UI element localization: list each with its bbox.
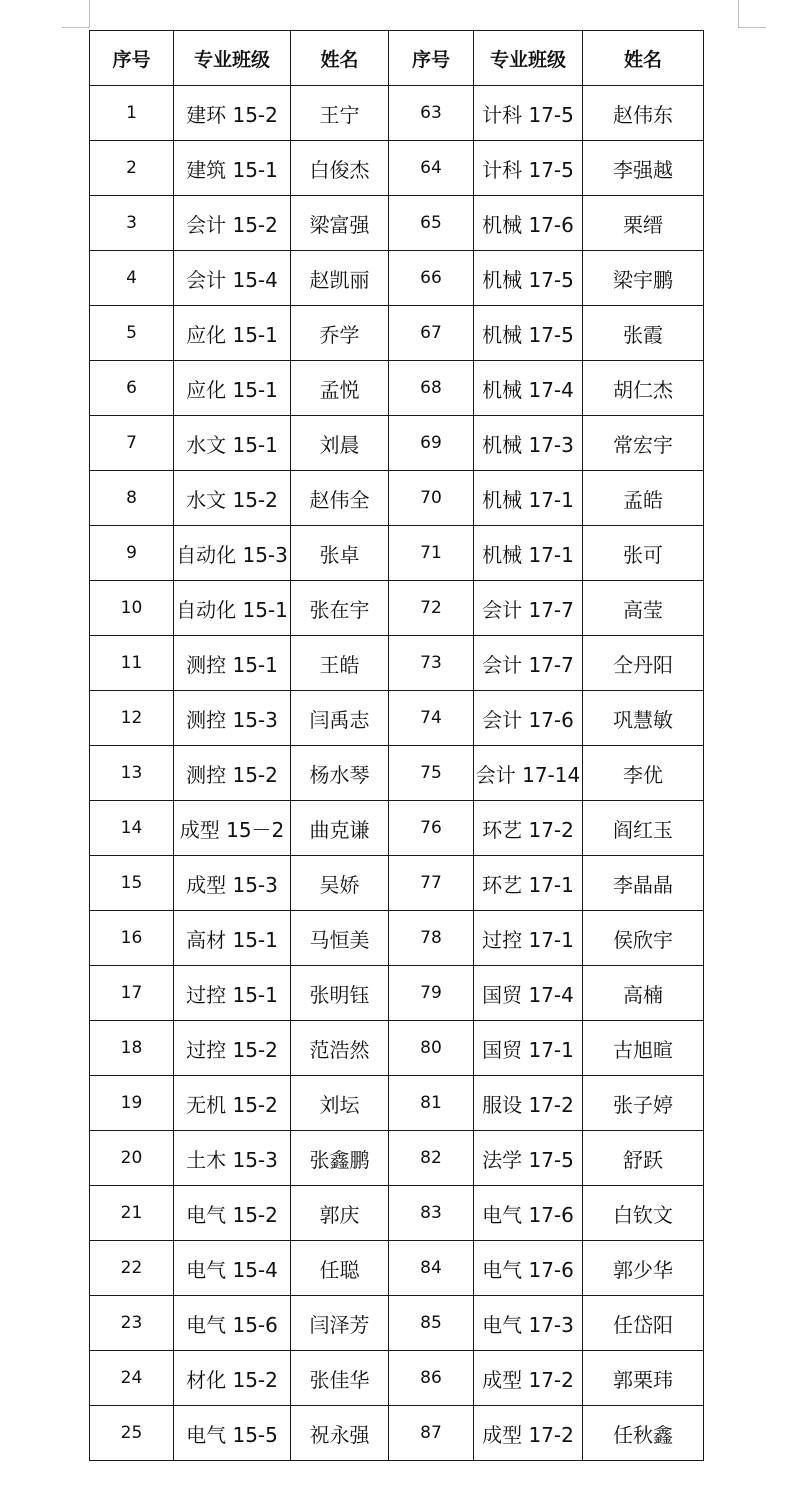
cell-class: 机械 17-3 xyxy=(474,416,583,471)
cell-name: 郭栗玮 xyxy=(583,1351,704,1406)
cell-name: 吴娇 xyxy=(291,856,389,911)
cell-class: 会计 17-7 xyxy=(474,636,583,691)
cell-name: 赵伟全 xyxy=(291,471,389,526)
cell-index: 63 xyxy=(389,86,474,141)
table-row xyxy=(90,856,704,911)
cell-class: 电气 17-3 xyxy=(474,1296,583,1351)
cell-index: 9 xyxy=(90,526,174,581)
cell-class: 国贸 17-1 xyxy=(474,1021,583,1076)
cell-class: 电气 17-6 xyxy=(474,1186,583,1241)
cell-index: 3 xyxy=(90,196,174,251)
cell-name: 白俊杰 xyxy=(291,141,389,196)
cell-index: 76 xyxy=(389,801,474,856)
page-margin-mark-left-h xyxy=(62,27,90,28)
cell-class: 测控 15-1 xyxy=(174,636,291,691)
table-row xyxy=(90,691,704,746)
cell-name: 李强越 xyxy=(583,141,704,196)
cell-index: 69 xyxy=(389,416,474,471)
cell-index: 73 xyxy=(389,636,474,691)
cell-class: 计科 17-5 xyxy=(474,86,583,141)
cell-class: 土木 15-3 xyxy=(174,1131,291,1186)
cell-name: 张子婷 xyxy=(583,1076,704,1131)
cell-class: 机械 17-1 xyxy=(474,526,583,581)
cell-index: 5 xyxy=(90,306,174,361)
cell-class: 国贸 17-4 xyxy=(474,966,583,1021)
cell-class: 电气 15-6 xyxy=(174,1296,291,1351)
cell-class: 成型 17-2 xyxy=(474,1406,583,1461)
table-row xyxy=(90,1241,704,1296)
cell-index: 82 xyxy=(389,1131,474,1186)
cell-class: 水文 15-2 xyxy=(174,471,291,526)
cell-name: 刘晨 xyxy=(291,416,389,471)
cell-name: 李晶晶 xyxy=(583,856,704,911)
cell-index: 79 xyxy=(389,966,474,1021)
cell-index: 4 xyxy=(90,251,174,306)
cell-class: 环艺 17-2 xyxy=(474,801,583,856)
cell-class: 成型 15－2 xyxy=(174,801,291,856)
student-roster-table xyxy=(89,30,704,1461)
table-row xyxy=(90,251,704,306)
cell-name: 巩慧敏 xyxy=(583,691,704,746)
cell-class: 水文 15-1 xyxy=(174,416,291,471)
cell-class: 材化 15-2 xyxy=(174,1351,291,1406)
cell-index: 21 xyxy=(90,1186,174,1241)
cell-name: 郭少华 xyxy=(583,1241,704,1296)
cell-name: 高莹 xyxy=(583,581,704,636)
cell-class: 测控 15-3 xyxy=(174,691,291,746)
cell-index: 87 xyxy=(389,1406,474,1461)
page-margin-mark-right xyxy=(738,0,739,28)
table-row xyxy=(90,1406,704,1461)
cell-class: 电气 15-5 xyxy=(174,1406,291,1461)
cell-index: 6 xyxy=(90,361,174,416)
cell-index: 74 xyxy=(389,691,474,746)
cell-name: 张在宇 xyxy=(291,581,389,636)
cell-index: 10 xyxy=(90,581,174,636)
cell-index: 84 xyxy=(389,1241,474,1296)
table-row xyxy=(90,1076,704,1131)
cell-name: 范浩然 xyxy=(291,1021,389,1076)
header-cell-name: 姓名 xyxy=(583,31,704,86)
cell-name: 侯欣宇 xyxy=(583,911,704,966)
cell-class: 建筑 15-1 xyxy=(174,141,291,196)
table-row xyxy=(90,911,704,966)
cell-index: 14 xyxy=(90,801,174,856)
cell-class: 机械 17-6 xyxy=(474,196,583,251)
table-row xyxy=(90,361,704,416)
cell-class: 环艺 17-1 xyxy=(474,856,583,911)
cell-index: 25 xyxy=(90,1406,174,1461)
cell-class: 过控 15-2 xyxy=(174,1021,291,1076)
table-row xyxy=(90,1021,704,1076)
cell-class: 服设 17-2 xyxy=(474,1076,583,1131)
cell-name: 舒跃 xyxy=(583,1131,704,1186)
cell-class: 法学 17-5 xyxy=(474,1131,583,1186)
cell-index: 15 xyxy=(90,856,174,911)
cell-name: 李优 xyxy=(583,746,704,801)
table-row xyxy=(90,581,704,636)
cell-index: 16 xyxy=(90,911,174,966)
cell-index: 86 xyxy=(389,1351,474,1406)
cell-name: 郭庆 xyxy=(291,1186,389,1241)
cell-name: 任岱阳 xyxy=(583,1296,704,1351)
cell-index: 66 xyxy=(389,251,474,306)
table-row xyxy=(90,1351,704,1406)
cell-index: 77 xyxy=(389,856,474,911)
table-body xyxy=(90,86,704,1461)
table-row xyxy=(90,746,704,801)
table-row xyxy=(90,471,704,526)
cell-name: 常宏宇 xyxy=(583,416,704,471)
cell-class: 机械 17-1 xyxy=(474,471,583,526)
cell-index: 78 xyxy=(389,911,474,966)
cell-class: 无机 15-2 xyxy=(174,1076,291,1131)
cell-index: 72 xyxy=(389,581,474,636)
cell-name: 张霞 xyxy=(583,306,704,361)
table-row xyxy=(90,1296,704,1351)
header-cell-index: 序号 xyxy=(389,31,474,86)
cell-name: 闫禹志 xyxy=(291,691,389,746)
cell-name: 仝丹阳 xyxy=(583,636,704,691)
cell-name: 任聪 xyxy=(291,1241,389,1296)
cell-class: 自动化 15-3 xyxy=(174,526,291,581)
table-row xyxy=(90,801,704,856)
cell-index: 20 xyxy=(90,1131,174,1186)
cell-index: 2 xyxy=(90,141,174,196)
cell-index: 24 xyxy=(90,1351,174,1406)
cell-index: 85 xyxy=(389,1296,474,1351)
page-margin-mark-right-h xyxy=(738,27,766,28)
cell-index: 7 xyxy=(90,416,174,471)
table-row xyxy=(90,1186,704,1241)
cell-index: 13 xyxy=(90,746,174,801)
cell-name: 古旭暄 xyxy=(583,1021,704,1076)
cell-name: 赵伟东 xyxy=(583,86,704,141)
cell-name: 白钦文 xyxy=(583,1186,704,1241)
table-row xyxy=(90,526,704,581)
cell-name: 胡仁杰 xyxy=(583,361,704,416)
cell-class: 成型 15-3 xyxy=(174,856,291,911)
table-row xyxy=(90,86,704,141)
cell-name: 梁富强 xyxy=(291,196,389,251)
cell-name: 王皓 xyxy=(291,636,389,691)
cell-index: 70 xyxy=(389,471,474,526)
cell-name: 阎红玉 xyxy=(583,801,704,856)
header-cell-name: 姓名 xyxy=(291,31,389,86)
cell-name: 孟皓 xyxy=(583,471,704,526)
cell-class: 应化 15-1 xyxy=(174,306,291,361)
cell-name: 王宁 xyxy=(291,86,389,141)
cell-class: 测控 15-2 xyxy=(174,746,291,801)
cell-name: 梁宇鹏 xyxy=(583,251,704,306)
header-cell-class: 专业班级 xyxy=(474,31,583,86)
cell-index: 12 xyxy=(90,691,174,746)
table-row xyxy=(90,636,704,691)
cell-class: 计科 17-5 xyxy=(474,141,583,196)
cell-index: 1 xyxy=(90,86,174,141)
cell-name: 任秋鑫 xyxy=(583,1406,704,1461)
cell-name: 杨水琴 xyxy=(291,746,389,801)
cell-name: 闫泽芳 xyxy=(291,1296,389,1351)
cell-class: 会计 17-14 xyxy=(474,746,583,801)
cell-index: 80 xyxy=(389,1021,474,1076)
cell-name: 赵凯丽 xyxy=(291,251,389,306)
cell-class: 电气 17-6 xyxy=(474,1241,583,1296)
table-row xyxy=(90,306,704,361)
page-margin-mark-left xyxy=(89,0,90,28)
cell-class: 成型 17-2 xyxy=(474,1351,583,1406)
cell-name: 孟悦 xyxy=(291,361,389,416)
cell-index: 65 xyxy=(389,196,474,251)
cell-class: 高材 15-1 xyxy=(174,911,291,966)
cell-class: 会计 17-7 xyxy=(474,581,583,636)
cell-name: 乔学 xyxy=(291,306,389,361)
cell-index: 71 xyxy=(389,526,474,581)
cell-index: 18 xyxy=(90,1021,174,1076)
header-cell-class: 专业班级 xyxy=(174,31,291,86)
cell-class: 电气 15-4 xyxy=(174,1241,291,1296)
cell-name: 栗缙 xyxy=(583,196,704,251)
cell-index: 68 xyxy=(389,361,474,416)
cell-index: 19 xyxy=(90,1076,174,1131)
cell-class: 机械 17-5 xyxy=(474,251,583,306)
cell-name: 张明钰 xyxy=(291,966,389,1021)
cell-class: 建环 15-2 xyxy=(174,86,291,141)
cell-index: 83 xyxy=(389,1186,474,1241)
cell-index: 22 xyxy=(90,1241,174,1296)
cell-class: 应化 15-1 xyxy=(174,361,291,416)
table-row xyxy=(90,141,704,196)
cell-index: 67 xyxy=(389,306,474,361)
cell-index: 75 xyxy=(389,746,474,801)
cell-name: 张可 xyxy=(583,526,704,581)
table-row xyxy=(90,416,704,471)
cell-class: 自动化 15-1 xyxy=(174,581,291,636)
cell-index: 17 xyxy=(90,966,174,1021)
cell-name: 马恒美 xyxy=(291,911,389,966)
header-cell-index: 序号 xyxy=(90,31,174,86)
cell-class: 会计 17-6 xyxy=(474,691,583,746)
cell-name: 张佳华 xyxy=(291,1351,389,1406)
cell-class: 会计 15-2 xyxy=(174,196,291,251)
table-row xyxy=(90,196,704,251)
cell-index: 64 xyxy=(389,141,474,196)
cell-index: 8 xyxy=(90,471,174,526)
cell-name: 张卓 xyxy=(291,526,389,581)
cell-class: 机械 17-5 xyxy=(474,306,583,361)
cell-name: 高楠 xyxy=(583,966,704,1021)
cell-index: 81 xyxy=(389,1076,474,1131)
cell-name: 曲克谦 xyxy=(291,801,389,856)
table-row xyxy=(90,966,704,1021)
cell-class: 机械 17-4 xyxy=(474,361,583,416)
cell-name: 刘坛 xyxy=(291,1076,389,1131)
cell-class: 过控 15-1 xyxy=(174,966,291,1021)
table-header-row xyxy=(90,31,704,86)
cell-name: 张鑫鹏 xyxy=(291,1131,389,1186)
cell-index: 23 xyxy=(90,1296,174,1351)
cell-class: 会计 15-4 xyxy=(174,251,291,306)
table-row xyxy=(90,1131,704,1186)
cell-index: 11 xyxy=(90,636,174,691)
cell-class: 电气 15-2 xyxy=(174,1186,291,1241)
cell-name: 祝永强 xyxy=(291,1406,389,1461)
cell-class: 过控 17-1 xyxy=(474,911,583,966)
